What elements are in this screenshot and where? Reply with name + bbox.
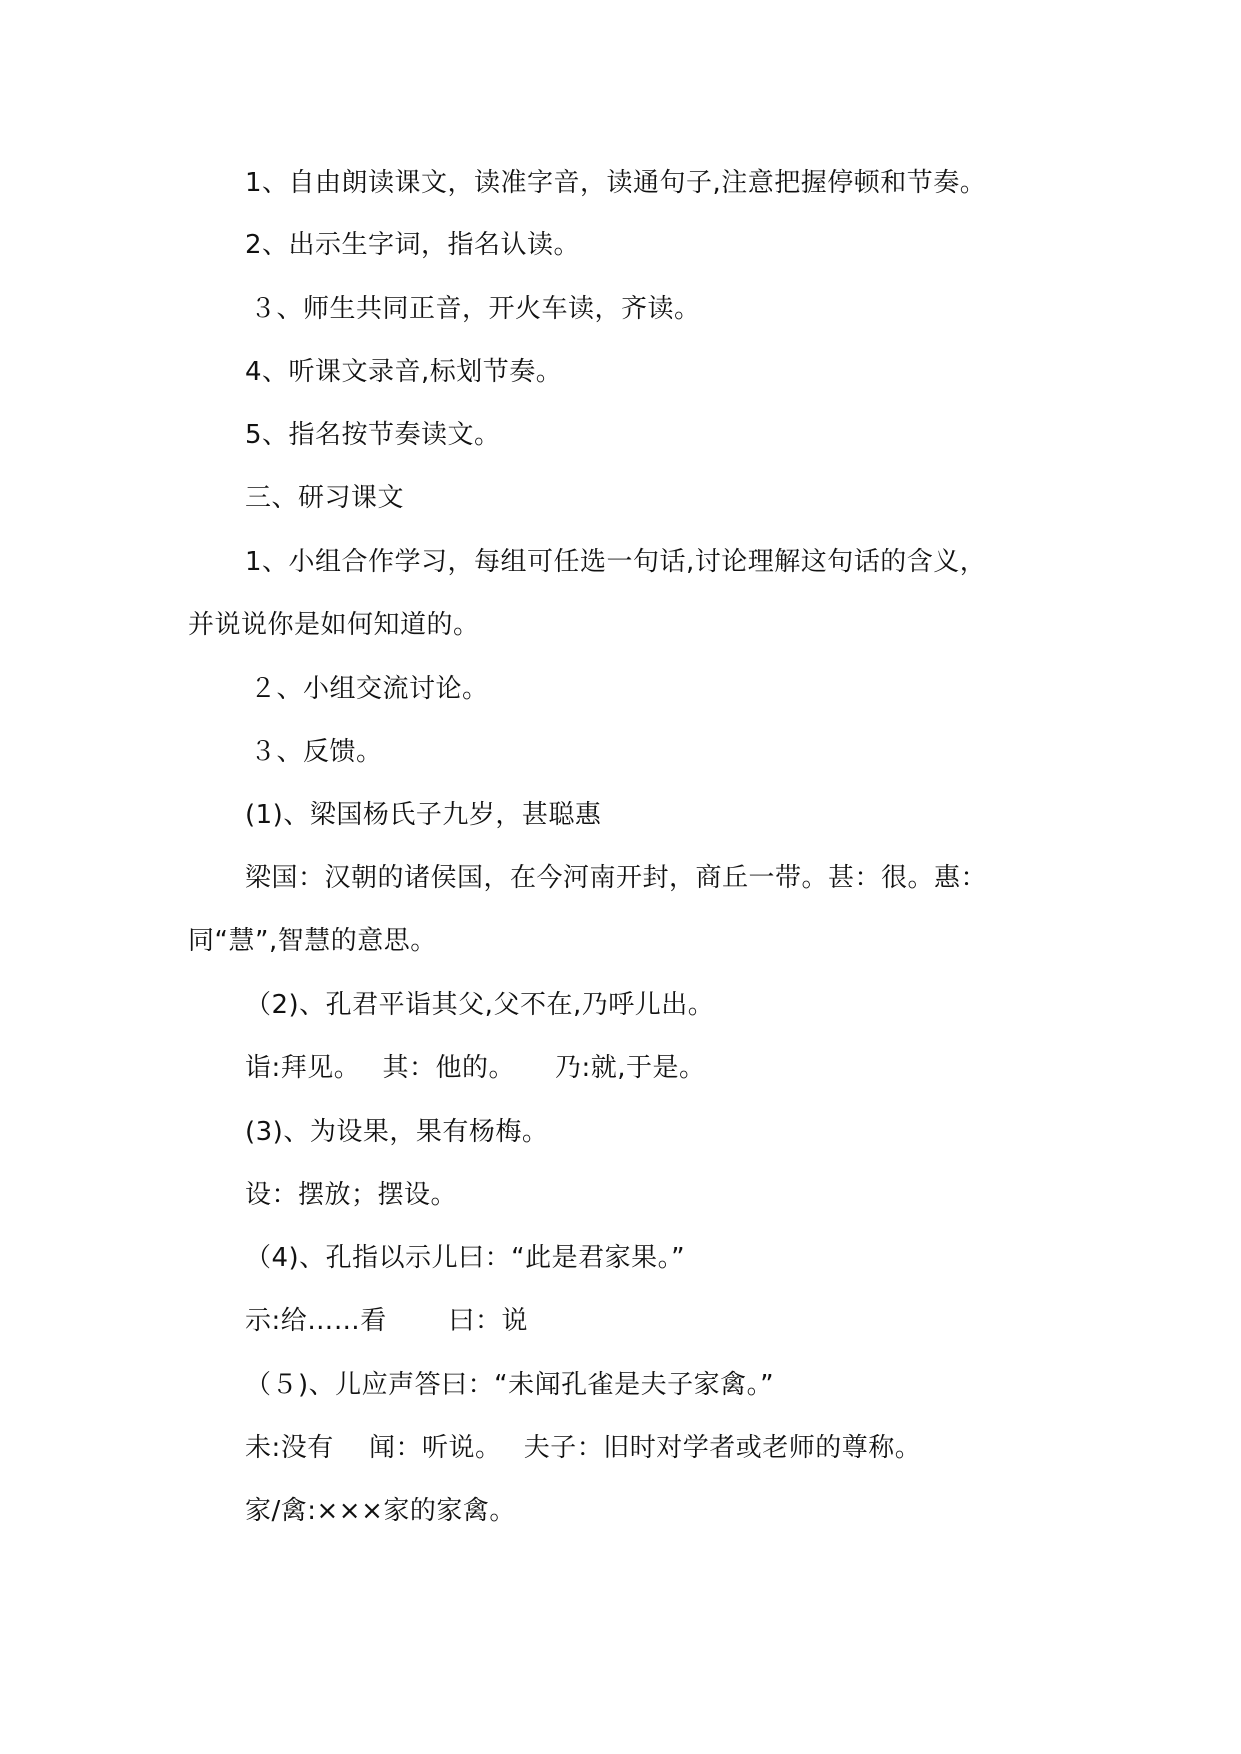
sentence-3: (3)、为设果，果有杨梅。 bbox=[245, 1117, 549, 1147]
sentence-4-notes: 示:给……看 曰：说 bbox=[245, 1306, 529, 1336]
step-5-rhythm-reading: 5、指名按节奏读文。 bbox=[245, 420, 501, 450]
sentence-1: (1)、梁国杨氏子九岁，甚聪惠 bbox=[245, 800, 602, 830]
study-step-1-group-work: 1、小组合作学习，每组可任选一句话,讨论理解这句话的含义， bbox=[245, 547, 987, 577]
step-4-listen-recording: 4、听课文录音,标划节奏。 bbox=[245, 357, 563, 387]
sentence-5: （５)、儿应声答曰：“未闻孔雀是夫子家禽。” bbox=[245, 1370, 775, 1400]
section-heading-study-text: 三、研习课文 bbox=[245, 483, 405, 513]
study-step-1-continued: 并说说你是如何知道的。 bbox=[188, 610, 480, 640]
sentence-5-notes-continued: 家/禽:×××家的家禽。 bbox=[245, 1496, 516, 1526]
sentence-4: （4)、孔指以示儿曰：“此是君家果。” bbox=[245, 1243, 686, 1273]
study-step-2-discussion: ２、小组交流讨论。 bbox=[250, 674, 489, 704]
step-1-free-reading: 1、自由朗读课文，读准字音，读通句子,注意把握停顿和节奏。 bbox=[245, 168, 987, 198]
step-3-pronunciation: ３、师生共同正音，开火车读，齐读。 bbox=[250, 294, 701, 324]
sentence-2-notes: 诣:拜见。 其：他的。 乃:就,于是。 bbox=[245, 1053, 706, 1083]
sentence-2: （2)、孔君平诣其父,父不在,乃呼儿出。 bbox=[245, 990, 715, 1020]
sentence-1-notes-continued: 同“慧”,智慧的意思。 bbox=[188, 926, 437, 956]
study-step-3-feedback: ３、反馈。 bbox=[250, 737, 383, 767]
step-2-new-words: 2、出示生字词，指名认读。 bbox=[245, 230, 581, 260]
sentence-1-notes: 梁国：汉朝的诸侯国，在今河南开封，商丘一带。甚：很。惠： bbox=[245, 863, 988, 893]
sentence-5-notes: 未:没有 闻：听说。 夫子：旧时对学者或老师的尊称。 bbox=[245, 1433, 922, 1463]
sentence-3-notes: 设：摆放；摆设。 bbox=[245, 1180, 458, 1210]
